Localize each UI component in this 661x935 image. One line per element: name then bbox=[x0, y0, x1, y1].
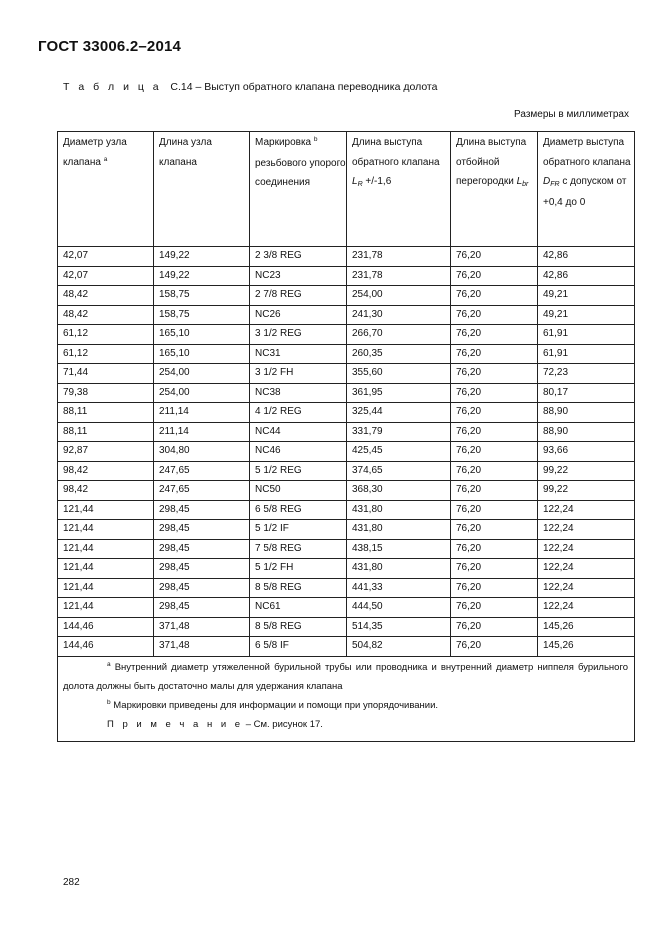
cell-valve-diameter: 71,44 bbox=[58, 364, 154, 384]
cell-thread-marking: NC26 bbox=[250, 305, 347, 325]
cell-valve-protrusion-length: 431,80 bbox=[347, 520, 451, 540]
cell-valve-protrusion-length: 355,60 bbox=[347, 364, 451, 384]
cell-valve-diameter: 92,87 bbox=[58, 442, 154, 462]
cell-valve-diameter: 79,38 bbox=[58, 383, 154, 403]
table-row bbox=[58, 266, 635, 286]
cell-valve-length: 165,10 bbox=[154, 325, 250, 345]
cell-valve-length: 298,45 bbox=[154, 539, 250, 559]
cell-valve-length: 254,00 bbox=[154, 364, 250, 384]
cell-valve-diameter: 121,44 bbox=[58, 598, 154, 618]
cell-valve-protrusion-length: 431,80 bbox=[347, 559, 451, 579]
cell-thread-marking: 4 1/2 REG bbox=[250, 403, 347, 423]
cell-thread-marking: NC31 bbox=[250, 344, 347, 364]
cell-valve-diameter: 121,44 bbox=[58, 539, 154, 559]
cell-valve-length: 298,45 bbox=[154, 500, 250, 520]
cell-baffle-protrusion-length: 76,20 bbox=[451, 247, 538, 267]
table-row bbox=[58, 500, 635, 520]
cell-valve-diameter: 121,44 bbox=[58, 578, 154, 598]
cell-valve-protrusion-length: 504,82 bbox=[347, 637, 451, 657]
cell-valve-length: 298,45 bbox=[154, 598, 250, 618]
cell-thread-marking: 5 1/2 REG bbox=[250, 461, 347, 481]
cell-valve-diameter: 48,42 bbox=[58, 286, 154, 306]
cell-valve-protrusion-diameter: 88,90 bbox=[538, 403, 635, 423]
cell-baffle-protrusion-length: 76,20 bbox=[451, 481, 538, 501]
cell-baffle-protrusion-length: 76,20 bbox=[451, 344, 538, 364]
cell-thread-marking: NC50 bbox=[250, 481, 347, 501]
cell-valve-length: 158,75 bbox=[154, 305, 250, 325]
table-note: П р и м е ч а н и е – См. рисунок 17. bbox=[107, 719, 323, 730]
cell-valve-length: 254,00 bbox=[154, 383, 250, 403]
table-row bbox=[58, 442, 635, 462]
cell-valve-length: 247,65 bbox=[154, 481, 250, 501]
cell-valve-protrusion-diameter: 49,21 bbox=[538, 286, 635, 306]
cell-valve-protrusion-length: 444,50 bbox=[347, 598, 451, 618]
cell-thread-marking: 2 7/8 REG bbox=[250, 286, 347, 306]
cell-valve-diameter: 42,07 bbox=[58, 247, 154, 267]
caption-title: – Выступ обратного клапана переводника долота bbox=[195, 81, 438, 93]
table-row bbox=[58, 383, 635, 403]
cell-thread-marking: 6 5/8 REG bbox=[250, 500, 347, 520]
cell-valve-diameter: 98,42 bbox=[58, 461, 154, 481]
table-row bbox=[58, 403, 635, 423]
cell-baffle-protrusion-length: 76,20 bbox=[451, 325, 538, 345]
cell-valve-protrusion-diameter: 122,24 bbox=[538, 539, 635, 559]
cell-valve-diameter: 61,12 bbox=[58, 344, 154, 364]
col-header-valve-protrusion-diameter: Диаметр выступа обратного клапана $D_{FR}$ с допуском от +0,4 до 0 bbox=[538, 132, 635, 247]
caption-label: Т а б л и ц а bbox=[63, 81, 162, 93]
col-header-valve-length: Длина узла клапана bbox=[154, 132, 250, 247]
table-caption bbox=[63, 81, 437, 93]
cell-baffle-protrusion-length: 76,20 bbox=[451, 578, 538, 598]
cell-valve-diameter: 42,07 bbox=[58, 266, 154, 286]
units-note: Размеры в миллиметрах bbox=[514, 109, 629, 120]
cell-valve-protrusion-length: 514,35 bbox=[347, 617, 451, 637]
cell-valve-protrusion-length: 361,95 bbox=[347, 383, 451, 403]
cell-thread-marking: NC46 bbox=[250, 442, 347, 462]
cell-thread-marking: 2 3/8 REG bbox=[250, 247, 347, 267]
cell-valve-diameter: 88,11 bbox=[58, 422, 154, 442]
cell-valve-protrusion-length: 431,80 bbox=[347, 500, 451, 520]
cell-baffle-protrusion-length: 76,20 bbox=[451, 637, 538, 657]
cell-valve-length: 371,48 bbox=[154, 637, 250, 657]
cell-thread-marking: 7 5/8 REG bbox=[250, 539, 347, 559]
table-row bbox=[58, 637, 635, 657]
table-row bbox=[58, 520, 635, 540]
table-row bbox=[58, 364, 635, 384]
cell-valve-length: 371,48 bbox=[154, 617, 250, 637]
cell-valve-length: 298,45 bbox=[154, 578, 250, 598]
table-row bbox=[58, 598, 635, 618]
cell-valve-protrusion-length: 241,30 bbox=[347, 305, 451, 325]
cell-valve-protrusion-diameter: 122,24 bbox=[538, 578, 635, 598]
cell-valve-length: 158,75 bbox=[154, 286, 250, 306]
cell-valve-protrusion-diameter: 42,86 bbox=[538, 247, 635, 267]
table-row bbox=[58, 344, 635, 364]
cell-baffle-protrusion-length: 76,20 bbox=[451, 422, 538, 442]
cell-baffle-protrusion-length: 76,20 bbox=[451, 305, 538, 325]
document-title: ГОСТ 33006.2–2014 bbox=[38, 38, 182, 55]
cell-valve-length: 211,14 bbox=[154, 422, 250, 442]
cell-baffle-protrusion-length: 76,20 bbox=[451, 598, 538, 618]
cell-valve-protrusion-length: 441,33 bbox=[347, 578, 451, 598]
cell-valve-protrusion-diameter: 80,17 bbox=[538, 383, 635, 403]
cell-valve-diameter: 144,46 bbox=[58, 637, 154, 657]
cell-valve-length: 211,14 bbox=[154, 403, 250, 423]
table-row bbox=[58, 422, 635, 442]
cell-valve-protrusion-length: 231,78 bbox=[347, 247, 451, 267]
cell-valve-protrusion-length: 260,35 bbox=[347, 344, 451, 364]
table-body bbox=[58, 247, 635, 657]
cell-valve-diameter: 48,42 bbox=[58, 305, 154, 325]
cell-valve-length: 247,65 bbox=[154, 461, 250, 481]
cell-valve-protrusion-diameter: 88,90 bbox=[538, 422, 635, 442]
cell-valve-diameter: 88,11 bbox=[58, 403, 154, 423]
cell-thread-marking: 8 5/8 REG bbox=[250, 578, 347, 598]
cell-valve-protrusion-diameter: 122,24 bbox=[538, 500, 635, 520]
cell-baffle-protrusion-length: 76,20 bbox=[451, 442, 538, 462]
cell-baffle-protrusion-length: 76,20 bbox=[451, 266, 538, 286]
cell-thread-marking: 5 1/2 IF bbox=[250, 520, 347, 540]
cell-valve-protrusion-length: 254,00 bbox=[347, 286, 451, 306]
cell-baffle-protrusion-length: 76,20 bbox=[451, 559, 538, 579]
cell-valve-protrusion-length: 231,78 bbox=[347, 266, 451, 286]
cell-baffle-protrusion-length: 76,20 bbox=[451, 364, 538, 384]
cell-valve-protrusion-diameter: 122,24 bbox=[538, 598, 635, 618]
cell-valve-protrusion-diameter: 42,86 bbox=[538, 266, 635, 286]
table-row bbox=[58, 617, 635, 637]
cell-valve-length: 304,80 bbox=[154, 442, 250, 462]
cell-valve-protrusion-diameter: 72,23 bbox=[538, 364, 635, 384]
cell-baffle-protrusion-length: 76,20 bbox=[451, 461, 538, 481]
cell-valve-protrusion-diameter: 49,21 bbox=[538, 305, 635, 325]
cell-valve-diameter: 121,44 bbox=[58, 500, 154, 520]
cell-valve-diameter: 121,44 bbox=[58, 520, 154, 540]
cell-valve-protrusion-length: 438,15 bbox=[347, 539, 451, 559]
table-row bbox=[58, 286, 635, 306]
cell-baffle-protrusion-length: 76,20 bbox=[451, 383, 538, 403]
cell-valve-protrusion-diameter: 99,22 bbox=[538, 461, 635, 481]
cell-thread-marking: 3 1/2 REG bbox=[250, 325, 347, 345]
valve-protrusion-table bbox=[57, 131, 635, 742]
cell-valve-protrusion-length: 331,79 bbox=[347, 422, 451, 442]
table-row bbox=[58, 305, 635, 325]
cell-thread-marking: 5 1/2 FH bbox=[250, 559, 347, 579]
cell-valve-protrusion-diameter: 61,91 bbox=[538, 325, 635, 345]
footnotes-row bbox=[58, 656, 635, 741]
cell-valve-length: 165,10 bbox=[154, 344, 250, 364]
cell-valve-length: 298,45 bbox=[154, 559, 250, 579]
col-header-baffle-protrusion-length: Длина выступа отбойной перегородки $L_{br}$ bbox=[451, 132, 538, 247]
cell-thread-marking: NC44 bbox=[250, 422, 347, 442]
cell-thread-marking: 6 5/8 IF bbox=[250, 637, 347, 657]
cell-valve-protrusion-diameter: 99,22 bbox=[538, 481, 635, 501]
table-row bbox=[58, 559, 635, 579]
cell-valve-protrusion-length: 374,65 bbox=[347, 461, 451, 481]
cell-thread-marking: NC23 bbox=[250, 266, 347, 286]
footnotes-cell bbox=[58, 656, 635, 741]
cell-baffle-protrusion-length: 76,20 bbox=[451, 403, 538, 423]
cell-baffle-protrusion-length: 76,20 bbox=[451, 500, 538, 520]
cell-valve-length: 149,22 bbox=[154, 247, 250, 267]
caption-number: С.14 bbox=[170, 81, 193, 93]
cell-valve-protrusion-length: 368,30 bbox=[347, 481, 451, 501]
cell-valve-protrusion-diameter: 145,26 bbox=[538, 637, 635, 657]
cell-valve-protrusion-diameter: 122,24 bbox=[538, 559, 635, 579]
cell-thread-marking: NC38 bbox=[250, 383, 347, 403]
cell-valve-diameter: 98,42 bbox=[58, 481, 154, 501]
cell-valve-protrusion-length: 325,44 bbox=[347, 403, 451, 423]
cell-valve-protrusion-diameter: 145,26 bbox=[538, 617, 635, 637]
cell-thread-marking: 3 1/2 FH bbox=[250, 364, 347, 384]
cell-valve-protrusion-diameter: 122,24 bbox=[538, 520, 635, 540]
table-row bbox=[58, 247, 635, 267]
cell-valve-protrusion-length: 425,45 bbox=[347, 442, 451, 462]
col-header-valve-protrusion-length: Длина выступа обратного клапана $L_R +/-1,6$ bbox=[347, 132, 451, 247]
cell-valve-length: 298,45 bbox=[154, 520, 250, 540]
cell-valve-protrusion-length: 266,70 bbox=[347, 325, 451, 345]
col-header-valve-diameter: Диаметр узла клапана $^а$ bbox=[58, 132, 154, 247]
cell-baffle-protrusion-length: 76,20 bbox=[451, 520, 538, 540]
cell-thread-marking: NC61 bbox=[250, 598, 347, 618]
table-row bbox=[58, 539, 635, 559]
cell-baffle-protrusion-length: 76,20 bbox=[451, 286, 538, 306]
table-row bbox=[58, 481, 635, 501]
table-header-row bbox=[58, 132, 635, 247]
table-row bbox=[58, 578, 635, 598]
col-header-thread-marking: Маркировка $^b$ резьбового упорого соединения bbox=[250, 132, 347, 247]
cell-valve-diameter: 144,46 bbox=[58, 617, 154, 637]
cell-valve-protrusion-diameter: 61,91 bbox=[538, 344, 635, 364]
footnote-b: $^b$ Маркировки приведены для информации и помощи при упорядочивании. bbox=[107, 698, 439, 711]
cell-thread-marking: 8 5/8 REG bbox=[250, 617, 347, 637]
cell-valve-protrusion-diameter: 93,66 bbox=[538, 442, 635, 462]
cell-baffle-protrusion-length: 76,20 bbox=[451, 539, 538, 559]
footnote-a: $^а$ Внутренний диаметр утяжеленной бурильной трубы или проводника и внутренний диаметр ниппеля бурильного долота должны быть достаточно малы для удержания клапана bbox=[63, 660, 628, 692]
cell-valve-length: 149,22 bbox=[154, 266, 250, 286]
cell-valve-diameter: 121,44 bbox=[58, 559, 154, 579]
table-row bbox=[58, 325, 635, 345]
table-row bbox=[58, 461, 635, 481]
page-number: 282 bbox=[63, 877, 80, 888]
cell-baffle-protrusion-length: 76,20 bbox=[451, 617, 538, 637]
cell-valve-diameter: 61,12 bbox=[58, 325, 154, 345]
